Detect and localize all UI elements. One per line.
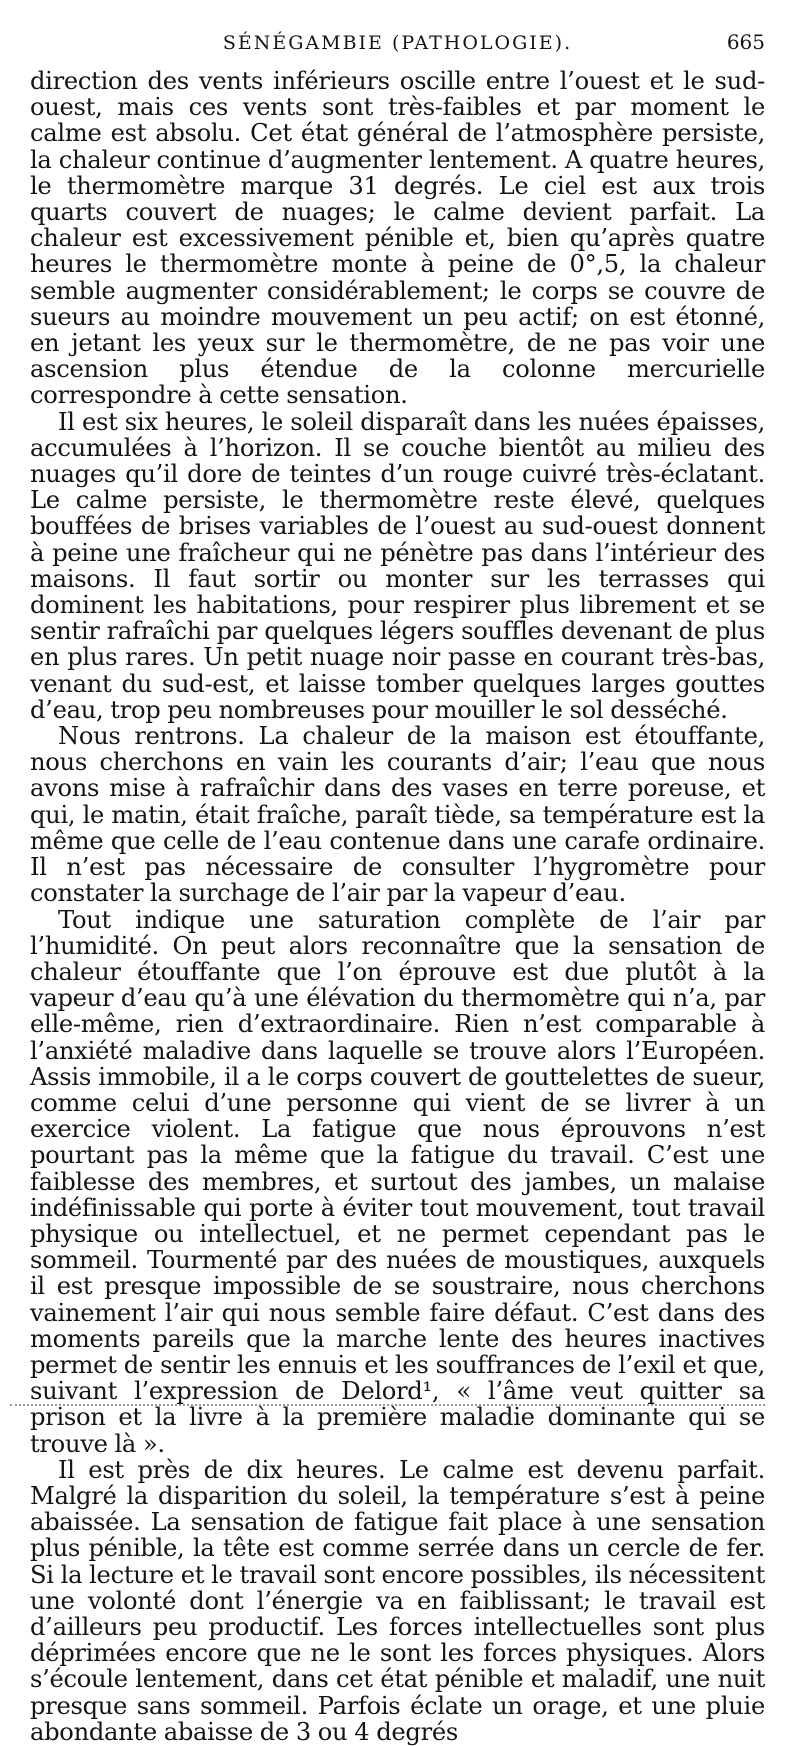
paragraph: Il est six heures, le soleil disparaît dans les nuées épaisses, accumulées à l’horizon. Il se couche bientôt au milieu des nuages qu’il dore de teintes d’un rouge cuivré très-éclatant. Le calme persiste, le thermomètre reste élevé, quelques bouffées de brises variables de l’ouest au sud-ouest donnent à peine une fraîcheur qui ne pénètre pas dans l’intérieur des maisons. Il faut sortir ou monter sur les terrasses qui dominent les habitations, pour respirer plus librement et se sentir rafraîchi par quelques légers souffles devenant de plus en plus rares. Un petit nuage noir passe en courant très-bas, venant du sud-est, et laisse tomber quelques larges gouttes d’eau, trop peu nombreuses pour mouiller le sol desséché. xyxy=(30,407,765,724)
footnote-rule xyxy=(10,1404,765,1406)
paragraph: Nous rentrons. La chaleur de la maison est étouffante, nous cherchons en vain les courants d’air; l’eau que nous avons mise à rafraîchir dans des vases en terre poreuse, et qui, le matin, était fraîche, paraît tiède, sa température est la même que celle de l’eau contenue dans une carafe ordinaire. Il n’est pas nécessaire de consulter l’hygromètre pour constater la surchage de l’air par la vapeur d’eau. xyxy=(30,722,765,908)
paragraph: Tout indique une saturation complète de l’air par l’humidité. On peut alors reconnaître que la sensation de chaleur étouffante que l’on éprouve est due plutôt à la vapeur d’eau qu’à une élévation du thermomètre qui n’a, par elle-même, rien d’extraordinaire. Rien n’est comparable à l’anxiété maladive dans laquelle se trouve alors l’Européen. Assis immobile, il a le corps couvert de gouttelettes de sueur, comme celui d’une personne qui vient de se livrer à un exercice violent. La fatigue que nous éprouvons n’est pourtant pas la même que la fatigue du travail. C’est une faiblesse des membres, et surtout des jambes, un malaise indéfinissable qui porte à éviter tout mouvement, tout travail physique ou intellectuel, et ne permet cependant pas le sommeil. Tourmenté par des nuées de moustiques, auxquels il est presque impossible de se soustraire, nous cherchons vainement l’air qui nous semble faire défaut. C’est dans des moments pareils que la marche lente des heures inactives permet de sentir les ennuis et les souffrances de l’exil et que, suivant l’expression de Delord¹, « l’âme veut quitter sa prison et la livre à la première maladie dominante qui se trouve là ». xyxy=(30,905,765,1458)
running-head xyxy=(30,30,765,68)
paragraph: Il est près de dix heures. Le calme est devenu parfait. Malgré la disparition du soleil, la température s’est à peine abaissée. La sensation de fatigue fait place à une sensation plus pénible, la tête est comme serrée dans un cercle de fer. Si la lecture et le travail sont encore possibles, ils nécessitent une volonté dont l’énergie va en faiblissant; le travail est d’ailleurs peu productif. Les forces intellectuelles sont plus déprimées encore que ne le sont les forces physiques. Alors s’écoule lentement, dans cet état pénible et maladif, une nuit presque sans sommeil. Parfois éclate un orage, et une pluie abondante abaisse de 3 ou 4 degrés xyxy=(30,1455,765,1746)
page-number: 665 xyxy=(726,30,765,54)
book-page xyxy=(30,30,765,1746)
body-text xyxy=(30,68,765,1745)
paragraph-continuation: direction des vents inférieurs oscille entre l’ouest et le sud-ouest, mais ces vents sont très-faibles et par moment le calme est absolu. Cet état général de l’atmosphère persiste, la chaleur continue d’augmenter lentement. A quatre heures, le thermomètre marque 31 degrés. Le ciel est aux trois quarts couvert de nuages; le calme devient parfait. La chaleur est excessivement pénible et, bien qu’après quatre heures le thermomètre monte à peine de 0°,5, la chaleur semble augmenter considérablement; le corps se couvre de sueurs au moindre mouvement un peu actif; on est étonné, en jetant les yeux sur le thermomètre, de ne pas voir une ascension plus étendue de la colonne mercurielle correspondre à cette sensation. xyxy=(30,67,765,410)
running-title: SÉNÉGAMBIE (PATHOLOGIE). xyxy=(222,32,573,54)
